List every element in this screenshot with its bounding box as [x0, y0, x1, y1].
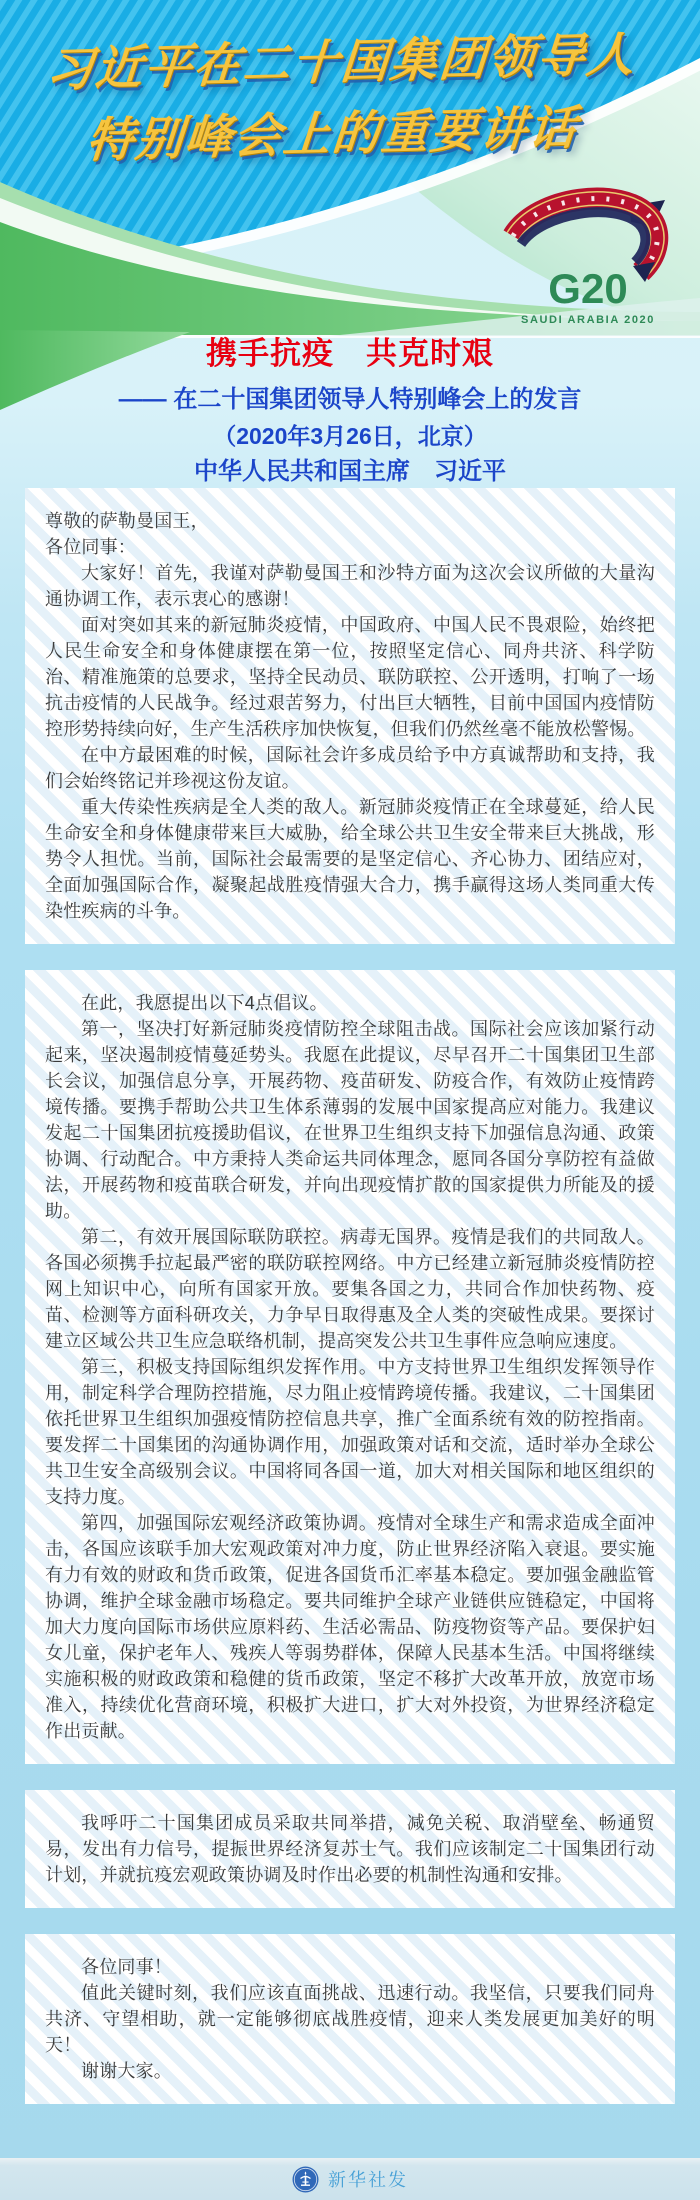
speech-section-box: [25, 970, 675, 1764]
subtitle-line3: 中华人民共和国主席 习近平: [194, 458, 506, 485]
speech-paragraph: 大家好！首先，我谨对萨勒曼国王和沙特方面为这次会议所做的大量沟通协调工作，表示衷心的感谢！: [45, 563, 655, 609]
speech-section-box: [25, 1790, 675, 1908]
speech-paragraph: 各位同事：: [45, 537, 136, 557]
speech-paragraph: 重大传染性疾病是全人类的敌人。新冠肺炎疫情正在全球蔓延，给人民生命安全和身体健康带来巨大威胁，给全球公共卫生安全带来巨大挑战，形势令人担忧。当前，国际社会最需要的是坚定信心、齐心协力、团结应对，全面加强国际合作，凝聚起战胜疫情强大合力，携手赢得这场人类同重大传染性疾病的斗争。: [45, 797, 655, 921]
footer-spacer: [0, 2130, 700, 2158]
speech-paragraph: 在中方最困难的时候，国际社会许多成员给予中方真诚帮助和支持，我们会始终铭记并珍视这份友谊。: [45, 745, 655, 791]
speech-paragraph: 各位同事！: [81, 1957, 172, 1977]
speech-paragraph: 值此关键时刻，我们应该直面挑战、迅速行动。我坚信，只要我们同舟共济、守望相助，就一定能够彻底战胜疫情，迎来人类发展更加美好的明天！: [45, 1983, 655, 2055]
speech-paragraph: 我呼吁二十国集团成员采取共同举措，减免关税、取消壁垒、畅通贸易，发出有力信号，提振世界经济复苏士气。我们应该制定二十国集团行动计划，并就抗疫宏观政策协调及时作出必要的机制性沟通和安排。: [45, 1813, 655, 1885]
speech-paragraph: 第三，积极支持国际组织发挥作用。中方支持世界卫生组织发挥领导作用，制定科学合理防控措施，尽力阻止疫情跨境传播。我建议，二十国集团依托世界卫生组织加强疫情防控信息共享，推广全面系统有效的防控指南。要发挥二十国集团的沟通协调作用，加强政策对话和交流，适时举办全球公共卫生安全高级别会议。中国将同各国一道，加大对相关国际和地区组织的支持力度。: [45, 1357, 655, 1507]
footer-credit-text: 新华社发: [328, 2170, 408, 2190]
header-banner: [0, 0, 700, 488]
g20-logo: [498, 178, 678, 326]
subtitle-line1: —— 在二十国集团领导人特别峰会上的发言: [118, 386, 582, 413]
speech-paragraph: 面对突如其来的新冠肺炎疫情，中国政府、中国人民不畏艰险，始终把人民生命安全和身体健康摆在第一位，按照坚定信心、同舟共济、科学防治、精准施策的总要求，坚持全民动员、联防联控、公开透明，打响了一场抗击疫情的人民战争。经过艰苦努力，付出巨大牺牲，目前中国国内疫情防控形势持续向好，生产生活秩序加快恢复，但我们仍然丝毫不能放松警惕。: [45, 615, 655, 739]
speech-paragraph: 尊敬的萨勒曼国王，: [45, 511, 209, 531]
main-title-line2: 特别峰会上的重要讲话: [84, 100, 580, 167]
main-title: [38, 18, 639, 177]
subtitle-line2: （2020年3月26日，北京）: [213, 423, 487, 449]
speech-paragraph: 在此，我愿提出以下4点倡议。: [81, 993, 328, 1013]
subtitle-block: [0, 382, 700, 490]
speech-paragraph: 第二，有效开展国际联防联控。病毒无国界。疫情是我们的共同敌人。各国必须携手拉起最严密的联防联控网络。中方已经建立新冠肺炎疫情防控网上知识中心，向所有国家开放。要集各国之力，共同合作加快药物、疫苗、检测等方面科研攻关，力争早日取得惠及全人类的突破性成果。要探讨建立区域公共卫生应急联络机制，提高突发公共卫生事件应急响应速度。: [45, 1227, 655, 1351]
xinhua-logo-icon: [292, 2166, 319, 2193]
main-title-line1: 习近平在二十国集团领导人: [44, 27, 638, 96]
speech-paragraph: 第四，加强国际宏观经济政策协调。疫情对全球生产和需求造成全面冲击，各国应该联手加大宏观政策对冲力度，防止世界经济陷入衰退。要实施有力有效的财政和货币政策，促进各国货币汇率基本稳定。要加强金融监管协调，维护全球金融市场稳定。要共同维护全球产业链供应链稳定，中国将加大力度向国际市场供应原料药、生活必需品、防疫物资等产品。要保护妇女儿童，保护老年人、残疾人等弱势群体，保障人民基本生活。中国将继续实施积极的财政政策和稳健的货币政策，坚定不移扩大改革开放，放宽市场准入，持续优化营商环境，积极扩大进口，扩大对外投资，为世界经济稳定作出贡献。: [45, 1513, 655, 1741]
speech-paragraph: 第一，坚决打好新冠肺炎疫情防控全球阻击战。国际社会应该加紧行动起来，坚决遏制疫情蔓延势头。我愿在此提议，尽早召开二十国集团卫生部长会议，加强信息分享，开展药物、疫苗研发、防疫合作，有效防止疫情跨境传播。要携手帮助公共卫生体系薄弱的发展中国家提高应对能力。我建议发起二十国集团抗疫援助倡议，在世界卫生组织支持下加强信息沟通、政策协调、行动配合。中方秉持人类命运共同体理念，愿同各国分享防控有益做法，开展药物和疫苗联合研发，并向出现疫情扩散的国家提供力所能及的援助。: [45, 1019, 655, 1221]
speech-paragraph: 谢谢大家。: [81, 2061, 172, 2081]
g20-wordmark: G20: [548, 265, 628, 312]
speech-section-box: [25, 488, 675, 944]
content-sections: [0, 488, 700, 2104]
footer-credit-bar: [0, 2158, 700, 2200]
speech-section-box: [25, 1934, 675, 2104]
g20-subtext: SAUDI ARABIA 2020: [521, 314, 655, 326]
headline-red: 携手抗疫 共克时艰: [206, 336, 494, 371]
